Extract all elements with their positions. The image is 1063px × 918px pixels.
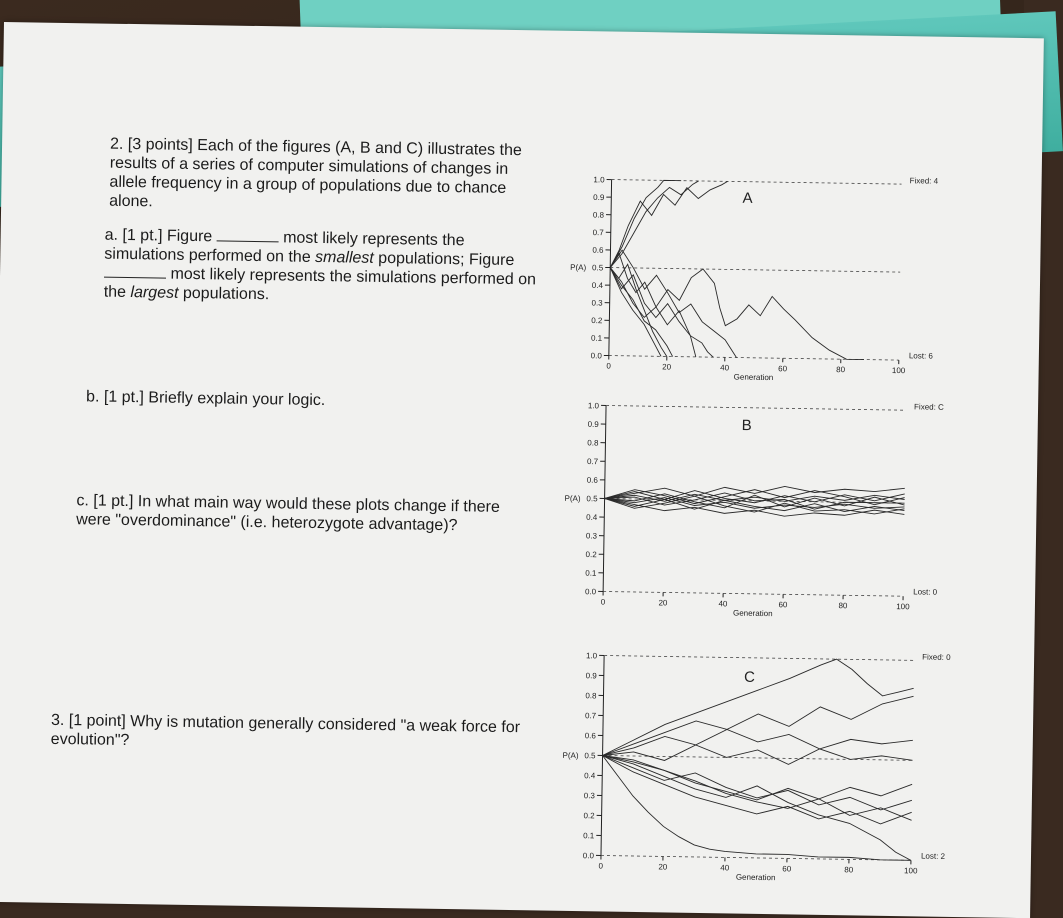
chart-a-y-tick-label: 0.3	[591, 298, 603, 307]
chart-c-y-tick-label: 0.2	[583, 811, 595, 820]
chart-a-x-label: Generation	[734, 373, 774, 383]
chart-b-fixed-annotation: Fixed: C	[914, 402, 944, 411]
chart-a-title: A	[742, 190, 752, 207]
chart-a-x-tick-label: 100	[892, 366, 906, 375]
chart-c-ref-line-1	[604, 656, 914, 661]
chart-b-ref-line-1	[606, 406, 906, 411]
chart-a-y-tick-label: 0.6	[592, 246, 604, 255]
chart-b-y-tick-label: 0.6	[587, 476, 599, 485]
chart-b-x-tick-label: 80	[838, 601, 848, 610]
q2a-largest: largest	[130, 284, 178, 302]
chart-c-series-10	[602, 755, 913, 802]
q2a-smallest: smallest	[315, 249, 374, 267]
chart-b-y-tick-label: 0.4	[586, 513, 598, 522]
chart-a-series-4	[609, 268, 866, 360]
chart-a-y-tick-label: 0.2	[591, 316, 603, 325]
chart-c-series-5	[601, 755, 913, 860]
chart-a-y-tick-label: 1.0	[593, 175, 605, 184]
chart-a-y-tick-label: 0.1	[591, 334, 603, 343]
figure-b-chart	[551, 373, 975, 610]
chart-a-x-tick-label: 40	[720, 363, 730, 372]
chart-b-x-tick-label: 40	[718, 599, 728, 608]
chart-a-series-2	[610, 180, 698, 269]
chart-c-y-tick-label: 0.3	[584, 791, 596, 800]
chart-b-x-tick-label: 100	[896, 602, 910, 611]
chart-a-ref-line-1	[612, 180, 902, 185]
chart-b-y-tick-label: 1.0	[588, 401, 600, 410]
chart-b-y-tick-label: 0.0	[585, 587, 597, 596]
chart-b-x-tick-label: 0	[601, 597, 606, 606]
chart-c-y-tick-label: 0.9	[586, 671, 598, 680]
question-2-text: 2. [3 points] Each of the figures (A, B and C) illustrates the results of a series of computer simulations of changes in allele frequency in a group of populations due to chance alone.	[109, 135, 550, 218]
chart-a-x-tick-label: 0	[606, 362, 611, 371]
chart-a-x-tick-label: 20	[662, 362, 672, 371]
chart-a-y-tick-label: 0.7	[593, 228, 605, 237]
answer-blank-largest[interactable]	[104, 265, 166, 279]
chart-a-y-label: P(A)	[570, 263, 586, 272]
q2a-part3: populations; Figure	[378, 250, 514, 269]
chart-c-x-tick-label: 0	[599, 861, 604, 870]
chart-c-series-9	[601, 755, 913, 860]
q2a-part5: populations.	[183, 285, 270, 303]
chart-a-series-5	[609, 268, 715, 358]
chart-c-y-tick-label: 0.0	[583, 851, 595, 860]
chart-c-x-tick-label: 40	[720, 863, 730, 872]
chart-c-fixed-annotation: Fixed: 0	[922, 653, 951, 662]
chart-c-x-tick-label: 100	[904, 866, 918, 875]
answer-blank-smallest[interactable]	[217, 228, 279, 242]
chart-c-lost-annotation: Lost: 2	[921, 852, 946, 861]
chart-a-y-tick-label: 0.8	[593, 210, 605, 219]
chart-c-y-label: P(A)	[562, 751, 578, 760]
chart-b-y-tick-label: 0.8	[587, 438, 599, 447]
chart-b-title: B	[742, 417, 752, 434]
question-2b: b. [1 pt.] Briefly explain your logic.	[86, 387, 526, 413]
chart-b-y-tick-label: 0.3	[586, 531, 598, 540]
chart-a-y-tick-label: 0.9	[593, 193, 605, 202]
question-2c: c. [1 pt.] In what main way would these plots change if there were "overdominance" (i.e. heterozygote advantage)?	[76, 491, 537, 536]
chart-c-y-tick-label: 0.6	[585, 731, 597, 740]
chart-b-y-tick-label: 0.9	[588, 420, 600, 429]
chart-c-x-tick-label: 60	[782, 864, 792, 873]
chart-c-y-tick-label: 0.7	[585, 711, 597, 720]
question-3: 3. [1 point] Why is mutation generally considered "a weak force for evolution"?	[51, 711, 522, 756]
chart-b-x-tick-label: 20	[658, 598, 668, 607]
chart-a-series-3	[610, 180, 727, 270]
chart-a-x-tick-label: 60	[778, 364, 788, 373]
chart-a-ref-line-0.5	[610, 268, 900, 273]
chart-b-lost-annotation: Lost: 0	[913, 587, 938, 596]
chart-b-ref-line-0	[603, 591, 903, 596]
chart-b-y-tick-label: 0.5	[586, 494, 598, 503]
chart-b-y-label: P(A)	[565, 494, 581, 503]
chart-c-y-tick-label: 0.5	[584, 751, 596, 760]
chart-b-y-tick-label: 0.7	[587, 457, 599, 466]
chart-c-x-label: Generation	[736, 873, 776, 883]
chart-c-ref-line-0	[601, 855, 911, 860]
chart-a-x-tick-label: 80	[836, 365, 846, 374]
chart-c-title: C	[744, 669, 755, 686]
chart-b-x-label: Generation	[733, 609, 773, 619]
chart-c-series-1	[603, 656, 915, 761]
chart-a-y-tick-label: 0.0	[591, 351, 603, 360]
chart-c-x-tick-label: 80	[844, 865, 854, 874]
chart-b-y-tick-label: 0.2	[586, 550, 598, 559]
chart-a-y-tick-label: 0.5	[592, 263, 604, 272]
q2a-part2: most likely represents the simulations performed on the	[104, 229, 464, 265]
chart-c-y-tick-label: 0.1	[583, 831, 595, 840]
figure-a-chart	[559, 141, 957, 372]
chart-c-series-4	[602, 743, 912, 766]
chart-c-y-tick-label: 0.4	[584, 771, 596, 780]
chart-a-fixed-annotation: Fixed: 4	[910, 176, 939, 185]
worksheet-page	[0, 22, 1044, 918]
chart-b-y-tick-label: 0.1	[585, 569, 597, 578]
chart-a-series-7	[609, 268, 674, 357]
chart-c-y-tick-label: 1.0	[586, 651, 598, 660]
chart-c-series-7	[602, 755, 913, 820]
question-2a	[104, 226, 545, 309]
chart-c-x-tick-label: 20	[658, 862, 668, 871]
chart-a-y-tick-label: 0.4	[592, 281, 604, 290]
chart-c-y-tick-label: 0.8	[585, 691, 597, 700]
figure-c-chart	[543, 621, 987, 878]
q2a-part4: most likely represents the simulations performed on the	[104, 266, 536, 301]
chart-b-x-tick-label: 60	[778, 600, 788, 609]
chart-a-lost-annotation: Lost: 6	[909, 351, 934, 360]
q2a-part1: a. [1 pt.] Figure	[105, 227, 213, 246]
